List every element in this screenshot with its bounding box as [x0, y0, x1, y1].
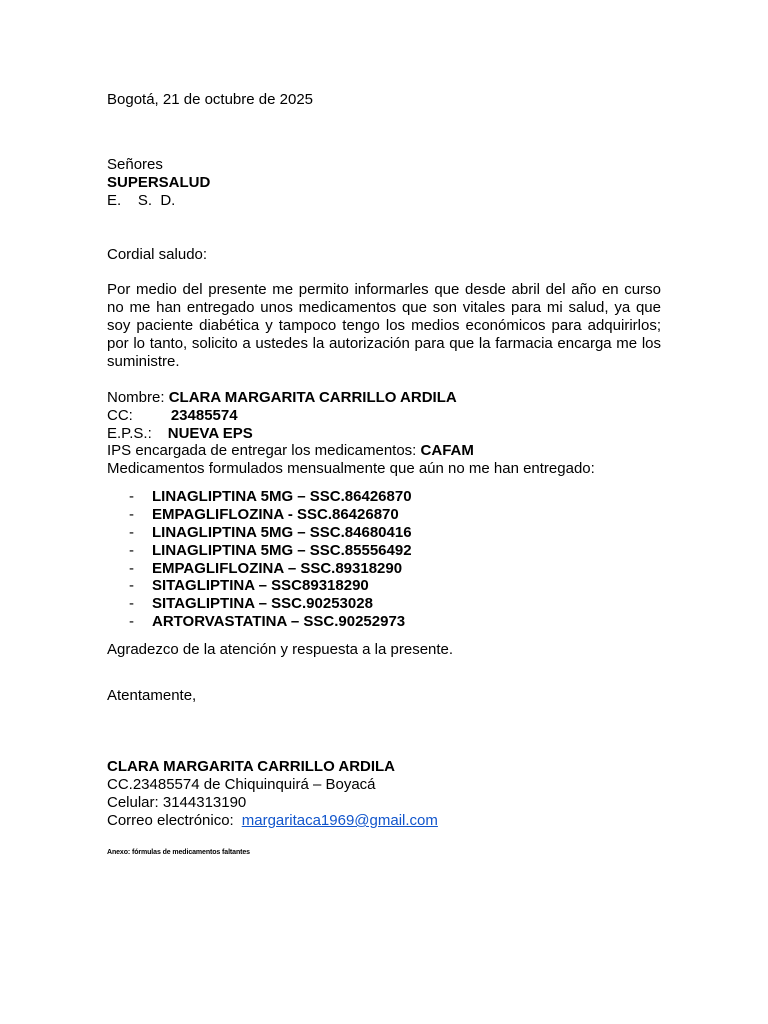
letter-page — [107, 0, 661, 1024]
medication-item — [107, 506, 661, 524]
place-date: Bogotá, 21 de octubre de 2025 — [107, 91, 314, 108]
signature-phone: Celular: 3144313190 — [107, 794, 247, 811]
list-bullet: - — [129, 613, 134, 631]
medication-text: LINAGLIPTINA 5MG – SSC.85556492 — [152, 541, 412, 559]
list-bullet: - — [129, 505, 134, 523]
list-bullet: - — [129, 523, 134, 541]
list-bullet: - — [129, 577, 134, 595]
patient-name-label: Nombre: — [107, 389, 165, 406]
medication-item — [107, 577, 661, 595]
patient-eps-value: NUEVA EPS — [167, 425, 253, 442]
patient-ips-line — [107, 442, 474, 460]
thanks-line: Agradezco de la atención y respuesta a la presente. — [107, 641, 454, 658]
closing: Atentamente, — [107, 687, 197, 704]
list-bullet: - — [129, 488, 134, 505]
list-bullet: - — [129, 559, 134, 577]
patient-name-value: CLARA MARGARITA CARRILLO ARDILA — [168, 389, 457, 406]
list-bullet: - — [129, 595, 134, 613]
patient-cc-label: CC: — [107, 407, 133, 424]
recipient-salutation: Señores — [107, 156, 163, 173]
medications-intro: Medicamentos formulados mensualmente que aún no me han entregado: — [107, 460, 595, 477]
medication-text: EMPAGLIFLOZINA - SSC.86426870 — [152, 505, 399, 523]
medication-text: LINAGLIPTINA 5MG – SSC.86426870 — [152, 488, 412, 505]
patient-ips-value: CAFAM — [420, 442, 474, 459]
patient-ips-label: IPS encargada de entregar los medicamentos: — [107, 442, 417, 459]
medication-item — [107, 595, 661, 613]
signature-name: CLARA MARGARITA CARRILLO ARDILA — [107, 758, 396, 775]
medication-text: SITAGLIPTINA – SSC.90253028 — [152, 595, 373, 613]
recipient-esd: E. S. D. — [107, 192, 176, 209]
medication-text: EMPAGLIFLOZINA – SSC.89318290 — [152, 559, 403, 577]
medication-item — [107, 488, 661, 506]
medication-item — [107, 613, 661, 631]
medication-text: ARTORVASTATINA – SSC.90252973 — [152, 613, 406, 631]
patient-cc-line — [107, 407, 238, 425]
patient-cc-value: 23485574 — [170, 407, 238, 424]
patient-eps-line — [107, 425, 253, 443]
medication-text: SITAGLIPTINA – SSC89318290 — [152, 577, 369, 595]
medication-item — [107, 560, 661, 578]
medication-item — [107, 542, 661, 560]
list-bullet: - — [129, 541, 134, 559]
medication-text: LINAGLIPTINA 5MG – SSC.84680416 — [152, 523, 412, 541]
body-paragraph: Por medio del presente me permito informarles que desde abril del año en curso no me han entregado unos medicamentos que son vitales para mi salud, ya que soy paciente diabética y tampoco tengo los medios económicos para adquirirlos; por lo tanto, solicito a ustedes la autorización para que la farmacia encarga me los suministre. — [107, 281, 661, 370]
email-label: Correo electrónico: — [107, 812, 234, 829]
medication-list — [107, 488, 661, 631]
patient-eps-label: E.P.S.: — [107, 425, 152, 442]
medication-item — [107, 524, 661, 542]
annex-note: Anexo: fórmulas de medicamentos faltantes — [107, 849, 250, 856]
email-link[interactable]: margaritaca1969@gmail.com — [241, 812, 438, 829]
signature-id: CC.23485574 de Chiquinquirá – Boyacá — [107, 776, 376, 793]
signature-email-line — [107, 812, 438, 830]
recipient-entity: SUPERSALUD — [107, 174, 211, 191]
patient-name-line — [107, 389, 457, 407]
greeting: Cordial saludo: — [107, 246, 208, 263]
